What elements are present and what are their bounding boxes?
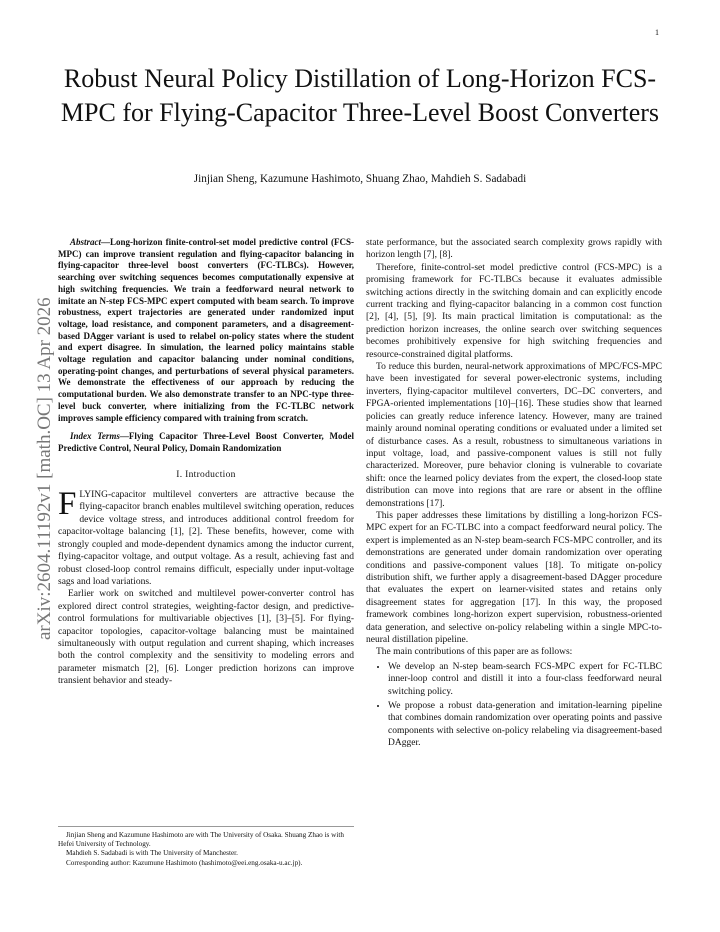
index-terms-lead: Index Terms	[70, 431, 120, 442]
abstract	[58, 237, 354, 424]
right-column	[366, 237, 662, 752]
contribution-item: • We develop an N-step beam-search FCS-MPC expert for FC-TLBC inner-loop control and distill it into a four-class feedforward neural switching policy.	[388, 661, 662, 698]
intro-paragraph-1	[58, 486, 354, 588]
page-number: 1	[655, 28, 659, 37]
footnote-line: Mahdieh S. Sadabadi is with The University of Manchester.	[66, 849, 238, 858]
author-list: Jinjian Sheng, Kazumune Hashimoto, Shuang Zhao, Mahdieh S. Sadabadi	[193, 173, 527, 185]
right-paragraph-2: To reduce this burden, neural-network approximations of MPC/FCS-MPC have been investigated for several power-electronic systems, including inverters, flying-capacitor multilevel converters, DC–DC converters, and FPGA-oriented implementations [10]–[16]. These studies show that learned policies can greatly reduce inference latency. However, many are trained mainly around nominal operating conditions or evaluated under a limited set of disturbance cases. As a result, robustness to simultaneous variations in input voltage, load, and passive-component values is still not fully characterized. Moreover, pure behavior cloning is vulnerable to covariate shift: once the learned policy deviates from the expert, the closed-loop state distribution can move into regions that are rare or absent in the offline demonstrations [17].	[366, 362, 662, 509]
section-heading-introduction: I. Introduction	[176, 469, 236, 480]
paper-title: Robust Neural Policy Distillation of Long-Horizon FCS-MPC for Flying-Capacitor Three-Level Boost Converters	[60, 64, 660, 127]
intro-paragraph-2: Earlier work on switched and multilevel power-converter control has explored direct control strategies, weighting-factor design, and predictive-control formulations for multivariable objectives [1], [3]–[5]. For flying-capacitor topologies, capacitor-voltage balancing must be maintained simultaneously with output regulation and current shaping, which increases both the control complexity and the sensitivity to modeling errors and parameter mismatch [2], [6]. Longer prediction horizons can improve transient behavior and steady-	[58, 589, 354, 687]
drop-cap: F	[58, 486, 77, 523]
right-paragraph-4: The main contributions of this paper are as follows:	[376, 647, 573, 658]
abstract-lead: Abstract	[70, 237, 102, 247]
footnote-line: Corresponding author: Kazumune Hashimoto (hashimoto@eei.eng.osaka-u.ac.jp).	[66, 858, 303, 867]
abstract-text: —Long-horizon finite-control-set model predictive control (FCS-MPC) can improve transient regulation and flying-capacitor balancing in flying-capacitor three-level boost converters (FC-TLBCs). However, searching over switching sequences becomes computationally expensive at high switching frequencies. We train a feedforward neural network to imitate an N-step FCS-MPC expert computed with beam search. To improve robustness, expert trajectories are generated under randomized input voltage, load resistance, and component parameters, and a disagreement-based DAgger variant is used to relabel on-policy states where the student and expert disagree. In simulation, the learned policy maintains stable voltage regulation and capacitor balancing under nominal conditions, operating-point changes, and perturbations of several physical parameters. We demonstrate the effectiveness of our approach by reducing the computational burden. We also demonstrate transfer to an NPC-type three-level buck converter, where initializing from the FC-TLBC network improves sample efficiency compared with training from scratch.	[58, 237, 354, 423]
contribution-item: • We propose a robust data-generation and imitation-learning pipeline that combines domain randomization over operating points and passive components with selective on-policy relabeling via disagreement-based DAgger.	[388, 700, 662, 750]
arxiv-watermark: arXiv:2604.11192v1 [math.OC] 13 Apr 2026	[34, 297, 55, 640]
right-paragraph-1: Therefore, finite-control-set model predictive control (FCS-MPC) is a promising framework for FC-TLBCs because it evaluates admissible switching actions directly in the switching domain and can explicitly encode current tracking and flying-capacitor balancing in a common cost function [2], [4], [5], [9]. Its main practical limitation is computational: as the prediction horizon increases, the online search over switching sequences becomes prohibitively expensive for high switching frequencies and resource-constrained digital platforms.	[366, 262, 662, 360]
footnote	[58, 826, 354, 868]
left-column	[58, 237, 354, 688]
right-paragraph-0: state performance, but the associated search complexity grows rapidly with horizon length [7], [8].	[366, 238, 662, 261]
contributions-list	[366, 661, 662, 750]
intro-paragraph-1-text: LYING-capacitor multilevel converters are attractive because the flying-capacitor branch enables multilevel switching operation, reduces device voltage stress, and introduces additional control freedom for capacitor-voltage balancing [1], [2]. These benefits, however, come with strongly coupled and mode-dependent dynamics among the inductor current, flying-capacitor voltage, and output voltage. As a result, achieving fast and robust closed-loop control remains difficult, especially under input-voltage sags and load variations.	[58, 490, 354, 587]
index-terms-text: —Flying Capacitor Three-Level Boost Converter, Model Predictive Control, Neural Policy, Domain Randomization	[58, 431, 354, 453]
footnote-line: Jinjian Sheng and Kazumune Hashimoto are with The University of Osaka. Shuang Zhao is with Hefei University of Technology.	[58, 831, 344, 849]
right-paragraph-3: This paper addresses these limitations by distilling a long-horizon FCS-MPC expert for an FC-TLBC into a compact feedforward neural policy. The expert is implemented as an N-step beam-search FCS-MPC controller, and its demonstrations are generated under domain randomization over operating conditions and passive-component values [18]. To mitigate on-policy distribution shift, we further apply a disagreement-based DAgger procedure that evaluates the expert on learner-visited states and retains only disagreement states for aggregation [17]. In this way, the proposed framework combines long-horizon expert supervision, robustness-oriented data generation, and selective on-policy relabeling within a single MPC-to-neural distillation pipeline.	[366, 510, 662, 645]
index-terms	[58, 431, 354, 454]
